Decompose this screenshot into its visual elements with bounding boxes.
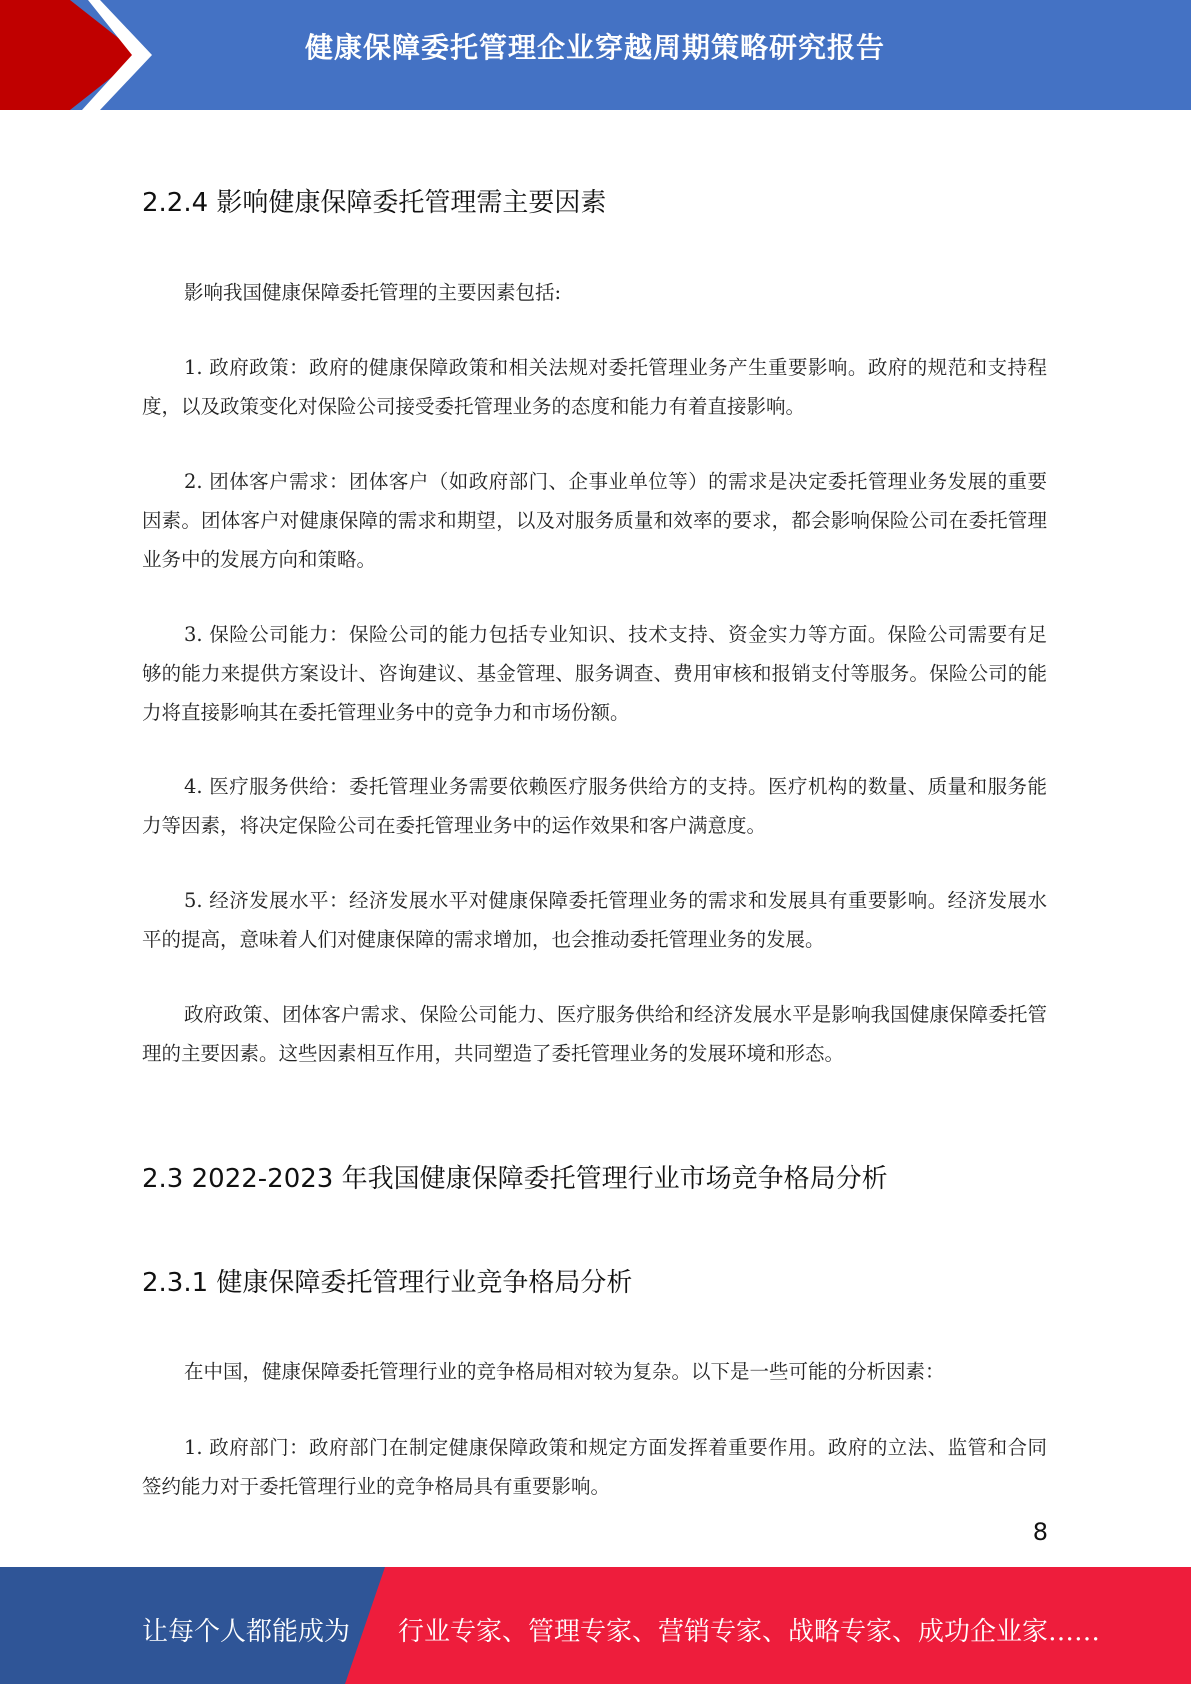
page-header [0, 0, 1191, 110]
paragraph-factor-2: 2. 团体客户需求：团体客户（如政府部门、企事业单位等）的需求是决定委托管理业务发展的重要因素。团体客户对健康保障的需求和期望，以及对服务质量和效率的要求，都会影响保险公司在委托管理业务中的发展方向和策略。 [142, 470, 1047, 571]
paragraph-2-3-1-factor-1: 1. 政府部门：政府部门在制定健康保障政策和规定方面发挥着重要作用。政府的立法、监管和合同签约能力对于委托管理行业的竞争格局具有重要影响。 [142, 1436, 1047, 1498]
footer-slogan-right: 行业专家、管理专家、营销专家、战略专家、成功企业家…… [398, 1617, 1101, 1647]
paragraph-summary: 政府政策、团体客户需求、保险公司能力、医疗服务供给和经济发展水平是影响我国健康保障委托管理的主要因素。这些因素相互作用，共同塑造了委托管理业务的发展环境和形态。 [142, 1003, 1047, 1065]
header-title: 健康保障委托管理企业穿越周期策略研究报告 [305, 31, 886, 64]
paragraph-factor-4: 4. 医疗服务供给：委托管理业务需要依赖医疗服务供给方的支持。医疗机构的数量、质量和服务能力等因素，将决定保险公司在委托管理业务中的运作效果和客户满意度。 [142, 775, 1047, 837]
paragraph-factor-1: 1. 政府政策：政府的健康保障政策和相关法规对委托管理业务产生重要影响。政府的规范和支持程度，以及政策变化对保险公司接受委托管理业务的态度和能力有着直接影响。 [142, 356, 1047, 418]
paragraph-intro: 影响我国健康保障委托管理的主要因素包括: [184, 281, 562, 304]
heading-2-2-4: 2.2.4 影响健康保障委托管理需主要因素 [142, 188, 607, 218]
footer-slogan-left: 让每个人都能成为 [142, 1617, 351, 1647]
heading-2-3-1: 2.3.1 健康保障委托管理行业竞争格局分析 [142, 1268, 633, 1298]
heading-2-3: 2.3 2022-2023 年我国健康保障委托管理行业市场竞争格局分析 [142, 1164, 888, 1194]
page-footer [0, 1567, 1191, 1684]
paragraph-factor-3: 3. 保险公司能力：保险公司的能力包括专业知识、技术支持、资金实力等方面。保险公司需要有足够的能力来提供方案设计、咨询建议、基金管理、服务调查、费用审核和报销支付等服务。保险公司的能力将直接影响其在委托管理业务中的竞争力和市场份额。 [142, 623, 1047, 724]
paragraph-factor-5: 5. 经济发展水平：经济发展水平对健康保障委托管理业务的需求和发展具有重要影响。经济发展水平的提高，意味着人们对健康保障的需求增加，也会推动委托管理业务的发展。 [142, 889, 1047, 951]
paragraph-2-3-1-intro: 在中国，健康保障委托管理行业的竞争格局相对较为复杂。以下是一些可能的分析因素： [184, 1360, 945, 1383]
page-number: 8 [1032, 1518, 1048, 1546]
header-red-arrow [0, 0, 140, 110]
